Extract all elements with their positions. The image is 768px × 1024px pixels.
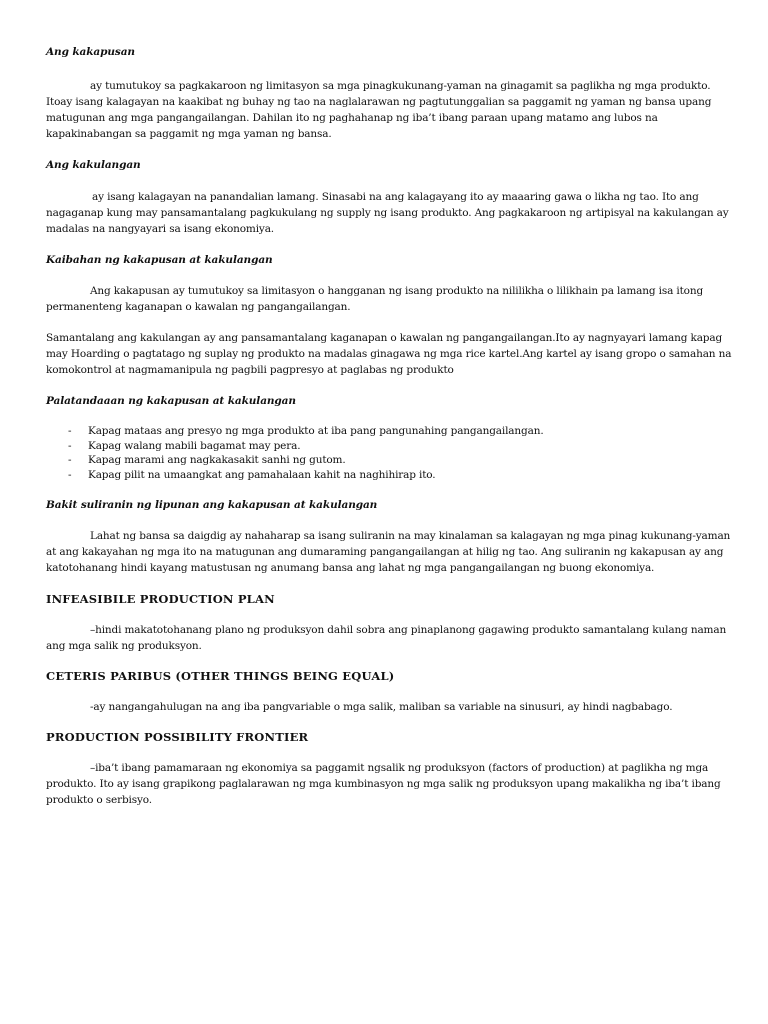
heading-ang-kakapusan: Ang kakapusan bbox=[46, 46, 135, 58]
list-item-text: Kapag mataas ang presyo ng mga produkto at iba pang pangunahing pangangailangan. bbox=[88, 425, 544, 437]
heading-ceteris-paribus: CETERIS PARIBUS (OTHER THINGS BEING EQUAL) bbox=[46, 669, 395, 683]
paragraph-kaibahan-1: Ang kakapusan ay tumutukoy sa limitasyon o hangganan ng isang produkto na nililikha o lilikhain pa lamang isa itong permanenteng kaganapan o kawalan ng pangangailangan. bbox=[46, 285, 704, 313]
list-item-text: Kapag walang mabili bagamat may pera. bbox=[88, 439, 301, 452]
paragraph-ceteris-paribus: -ay nangangahulugan na ang iba pangvariable o mga salik, maliban sa variable na sinusuri, ay hindi nagbabago. bbox=[90, 701, 673, 713]
bullet-dash: - bbox=[68, 425, 72, 437]
list-item-text: Kapag pilit na umaangkat ang pamahalaan kahit na naghihirap ito. bbox=[88, 468, 436, 481]
heading-kaibahan: Kaibahan ng kakapusan at kakulangan bbox=[46, 254, 273, 266]
paragraph-kakapusan: ay tumutukoy sa pagkakaroon ng limitasyon sa mga pinagkukunang-yaman na ginagamit sa paglikha ng mga produkto. Itoay isang kalagayan na kaakibat ng buhay ng tao na naglalarawan ng pagtutunggalian sa paggamit ng yaman ng bansa upang matugunan ang mga pangangailangan. Dahilan ito ng paghahanap ng iba’t ibang paraan upang matamo ang lubos na kapakinabangan sa paggamit ng mga yaman ng bansa. bbox=[46, 80, 712, 140]
heading-production-possibility-frontier: PRODUCTION POSSIBILITY FRONTIER bbox=[46, 730, 309, 744]
paragraph-infeasible-production-plan: –hindi makatotohanang plano ng produksyon dahil sobra ang pinaplanong gagawing produkto samantalang kulang naman ang mga salik ng produksyon. bbox=[46, 624, 727, 652]
bullet-dash: - bbox=[68, 468, 72, 481]
list-item bbox=[46, 468, 732, 483]
paragraph-production-possibility-frontier: –iba’t ibang pamamaraan ng ekonomiya sa paggamit ngsalik ng produksyon (factors of production) at paglikha ng mga produkto. Ito ay isang grapikong paglalarawan ng mga kumbinasyon ng mga salik ng produksyon upang makalikha ng iba’t ibang produkto o serbisyo. bbox=[46, 762, 721, 806]
paragraph-kaibahan-2: Samantalang ang kakulangan ay ang pansamantalang kaganapan o kawalan ng pangangailangan.Ito ay nagnyayari lamang kapag may Hoarding o pagtatago ng suplay ng produkto na madalas ginagawa ng mga rice kartel.Ang kartel ay isang gropo o samahan na komokontrol at nagmamanipula ng pagbili pagpresyo at paglabas ng produkto bbox=[46, 332, 732, 376]
heading-bakit-suliranin: Bakit suliranin ng lipunan ang kakapusan at kakulangan bbox=[46, 499, 378, 511]
list-item-text: Kapag marami ang nagkakasakit sanhi ng gutom. bbox=[88, 454, 346, 466]
heading-infeasible-production-plan: INFEASIBILE PRODUCTION PLAN bbox=[46, 592, 275, 606]
heading-ang-kakulangan: Ang kakulangan bbox=[46, 159, 141, 171]
heading-palatandaan: Palatandaaan ng kakapusan at kakulangan bbox=[46, 395, 296, 407]
paragraph-kakulangan: ay isang kalagayan na panandalian lamang. Sinasabi na ang kalagayang ito ay maaaring gawa o likha ng tao. Ito ang nagaganap kung may pansamantalang pagkukulang ng supply ng isang produkto. Ang pagkakaroon ng artipisyal na kakulangan ay madalas na nangyayari sa isang ekonomiya. bbox=[46, 191, 729, 235]
palatandaan-list bbox=[46, 424, 732, 482]
list-item bbox=[46, 439, 732, 454]
bullet-dash: - bbox=[68, 454, 72, 466]
bullet-dash: - bbox=[68, 439, 72, 452]
list-item bbox=[46, 424, 732, 439]
list-item bbox=[46, 453, 732, 468]
paragraph-bakit-suliranin: Lahat ng bansa sa daigdig ay nahaharap sa isang suliranin na may kinalaman sa kalagayan ng mga pinag kukunang-yaman at ang kakayahan ng mga ito na matugunan ang dumaraming pangangailangan at hilig ng tao. Ang suliranin ng kakapusan ay ang katotohanang hindi kayang matustusan ng anumang bansa ang lahat ng mga pangangailangan ng buong ekonomiya. bbox=[46, 530, 731, 574]
